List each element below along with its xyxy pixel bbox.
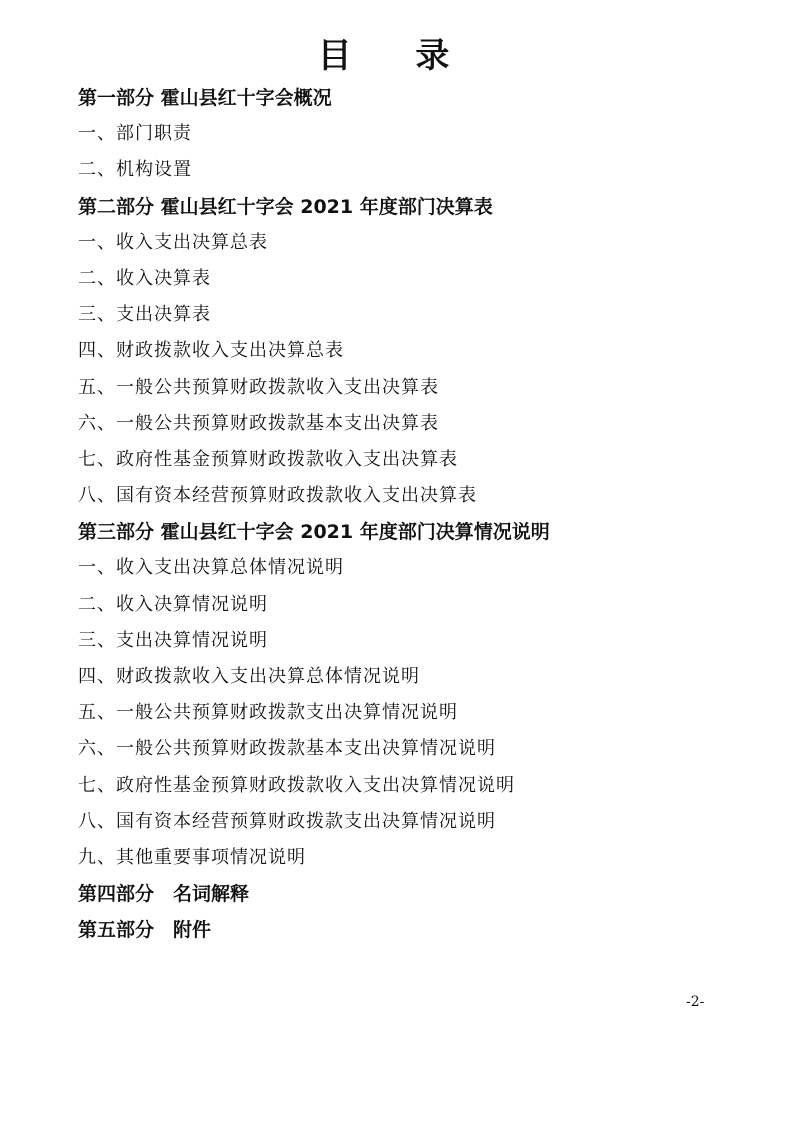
page-number: -2- xyxy=(686,994,705,1010)
toc-item: 五、一般公共预算财政拨款支出决算情况说明 xyxy=(78,702,458,724)
toc-section-heading: 第五部分 附件 xyxy=(78,919,212,942)
toc-item: 三、支出决算情况说明 xyxy=(78,629,268,651)
toc-item: 五、一般公共预算财政拨款收入支出决算表 xyxy=(78,376,439,398)
toc-item: 一、部门职责 xyxy=(78,123,192,145)
toc-section-heading: 第四部分 名词解释 xyxy=(78,883,250,906)
toc-item: 二、收入决算情况说明 xyxy=(78,593,268,615)
toc-item: 一、收入支出决算总体情况说明 xyxy=(78,557,344,579)
toc-item: 七、政府性基金预算财政拨款收入支出决算情况说明 xyxy=(78,774,515,796)
toc-item: 四、财政拨款收入支出决算总体情况说明 xyxy=(78,666,420,687)
toc-item: 二、机构设置 xyxy=(78,159,192,181)
toc-section-heading: 第三部分 霍山县红十字会 2021 年度部门决算情况说明 xyxy=(78,521,550,544)
toc-item: 七、政府性基金预算财政拨款收入支出决算表 xyxy=(78,448,458,470)
toc-item: 六、一般公共预算财政拨款基本支出决算情况说明 xyxy=(78,738,496,760)
toc-item: 二、收入决算表 xyxy=(78,267,211,289)
toc-section-heading: 第一部分 霍山县红十字会概况 xyxy=(78,87,332,109)
toc-item: 六、一般公共预算财政拨款基本支出决算表 xyxy=(78,412,439,434)
toc-section-heading: 第二部分 霍山县红十字会 2021 年度部门决算表 xyxy=(78,195,493,218)
toc-item: 一、收入支出决算总表 xyxy=(78,231,268,253)
toc-item: 九、其他重要事项情况说明 xyxy=(78,846,306,868)
toc-item: 三、支出决算表 xyxy=(78,304,211,326)
page-title: 目 录 xyxy=(317,36,476,76)
table-of-contents xyxy=(78,80,728,949)
toc-item: 八、国有资本经营预算财政拨款收入支出决算表 xyxy=(78,485,477,507)
toc-item: 四、财政拨款收入支出决算总表 xyxy=(78,340,344,362)
toc-item: 八、国有资本经营预算财政拨款支出决算情况说明 xyxy=(78,810,496,832)
